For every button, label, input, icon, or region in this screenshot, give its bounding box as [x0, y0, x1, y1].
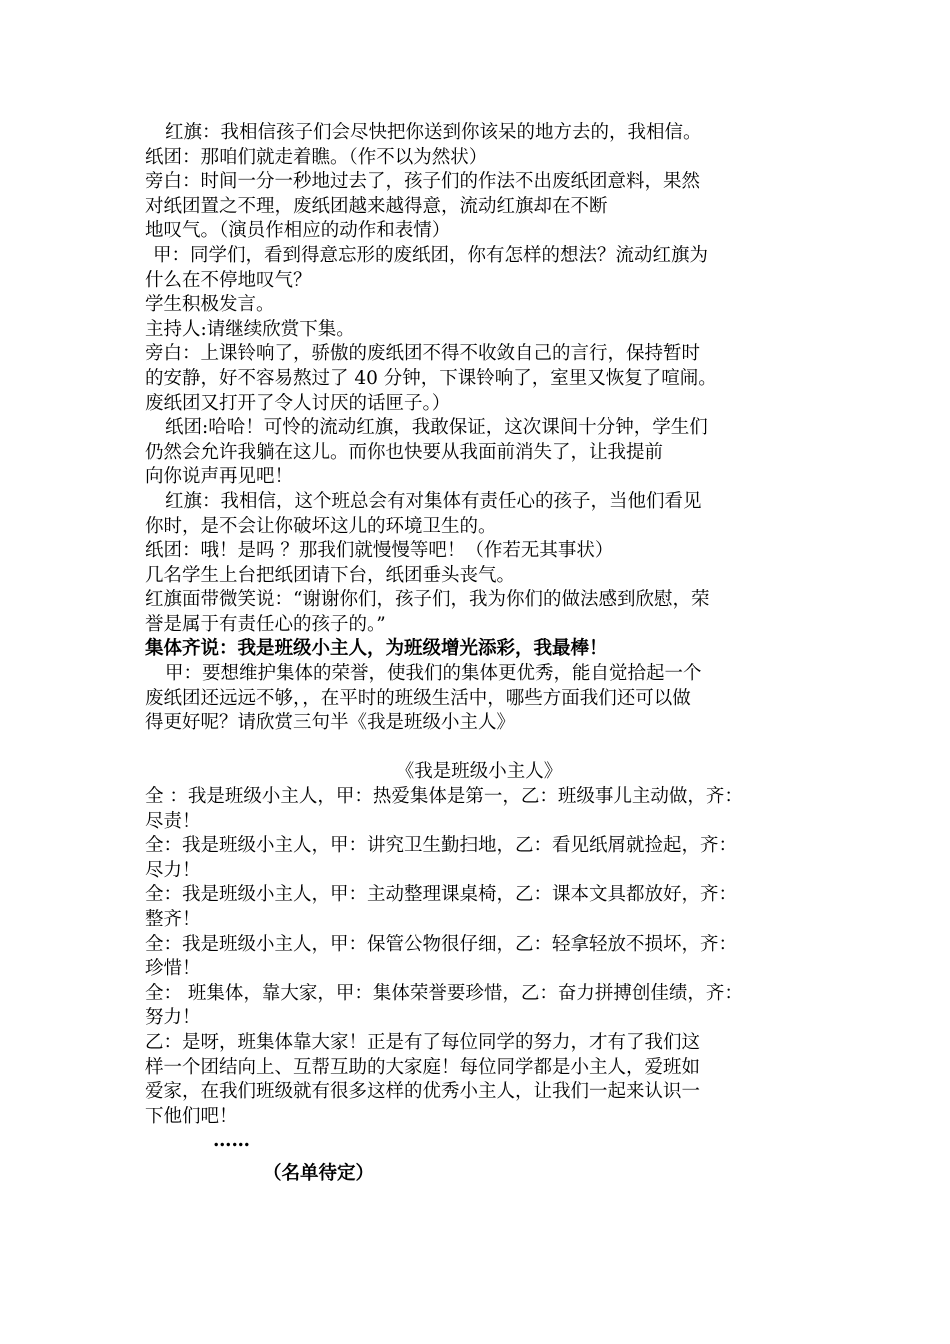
text-line: 的安静，好不容易熬过了 40 分钟，下课铃响了，室里又恢复了喧闹。: [145, 367, 717, 389]
text-line: 纸团：那咱们就走着瞧。（作不以为然状）: [145, 146, 488, 168]
text-line: 向你说声再见吧！: [145, 466, 294, 488]
text-line: 废纸团还远远不够，，在平时的班级生活中，哪些方面我们还可以做: [145, 687, 691, 709]
text-line: 整齐！: [145, 909, 201, 930]
text-line: 乙：是呀，班集体靠大家！正是有了每位同学的努力，才有了我们这: [145, 1031, 701, 1053]
ellipsis-line: ……: [213, 1130, 250, 1152]
text-line: 爱家，在我们班级就有很多这样的优秀小主人，让我们一起来认识一: [145, 1081, 701, 1103]
text-line: 誉是属于有责任心的孩子的。”: [145, 613, 386, 635]
text-line: 红旗：我相信孩子们会尽快把你送到你该呆的地方去的，我相信。: [165, 122, 702, 143]
text-line: 珍惜！: [145, 958, 201, 980]
text-line: 旁白：时间一分一秒地过去了，孩子们的作法不出废纸团意料，果然: [145, 171, 701, 193]
text-line: 几名学生上台把纸团请下台，纸团垂头丧气。: [145, 564, 516, 586]
pending-list-note: （名单待定）: [263, 1162, 375, 1184]
section-title: 《我是班级小主人》: [395, 761, 563, 783]
text-line: 旁白：上课铃响了，骄傲的废纸团不得不收敛自己的言行，保持暂时: [145, 343, 701, 365]
text-line: 仍然会允许我躺在这儿。而你也快要从我面前消失了，让我提前: [145, 441, 664, 463]
text-line: 对纸团置之不理，废纸团越来越得意，流动红旗却在不断: [145, 195, 608, 217]
text-line: 尽责！: [145, 810, 201, 832]
text-line: 你时，是不会让你破坏这儿的环境卫生的。: [145, 515, 497, 537]
text-line: 甲：要想维护集体的荣誉，使我们的集体更优秀，能自觉拾起一个: [165, 663, 702, 685]
text-line: 样一个团结向上、互帮互助的大家庭！每位同学都是小主人，爱班如: [145, 1056, 701, 1078]
text-line: 下他们吧！: [145, 1105, 238, 1127]
text-line: 全：我是班级小主人，甲：主动整理课桌椅，乙：课本文具都放好，齐：: [145, 884, 738, 906]
text-line: 学生积极发言。: [145, 294, 275, 316]
text-line: 纸团：哦！是吗 ？那我们就慢慢等吧！（作若无其事状）: [145, 540, 614, 562]
text-line: 废纸团又打开了令人讨厌的话匣子。）: [145, 392, 451, 414]
blank-line: [145, 736, 813, 761]
text-line: 主持人:请继续欣赏下集。: [145, 318, 355, 340]
text-line: 红旗：我相信，这个班总会有对集体有责任心的孩子，当他们看见: [165, 490, 702, 512]
text-line: 全 ：我是班级小主人，甲：热爱集体是第一，乙：班级事儿主动做，齐：: [145, 786, 743, 808]
text-line: 纸团:哈哈！可怜的流动红旗，我敢保证，这次课间十分钟，学生们: [165, 417, 708, 439]
text-line: 全：我是班级小主人，甲：讲究卫生勤扫地，乙：看见纸屑就捡起，齐：: [145, 835, 738, 857]
slogan-line: 集体齐说：我是班级小主人，为班级增光添彩，我最棒！: [145, 638, 608, 660]
text-line: 什么在不停地叹气？: [145, 269, 312, 291]
text-line: 得更好呢？请欣赏三句半《我是班级小主人》: [145, 712, 516, 734]
text-line: 努力！: [145, 1007, 201, 1029]
text-line: 甲：同学们，看到得意忘形的废纸团，你有怎样的想法？流动红旗为: [153, 244, 709, 266]
text-line: 全： 班集体，靠大家，甲：集体荣誉要珍惜，乙：奋力拼搏创佳绩，齐：: [145, 982, 743, 1004]
text-line: 尽力！: [145, 859, 201, 881]
document-body: [145, 121, 813, 1187]
text-line: 地叹气。（演员作相应的动作和表情）: [145, 220, 451, 242]
text-line: 全：我是班级小主人，甲：保管公物很仔细，乙：轻拿轻放不损坏，齐：: [145, 933, 738, 955]
text-line: 红旗面带微笑说：“谢谢你们，孩子们，我为你们的做法感到欣慰，荣: [145, 589, 710, 611]
